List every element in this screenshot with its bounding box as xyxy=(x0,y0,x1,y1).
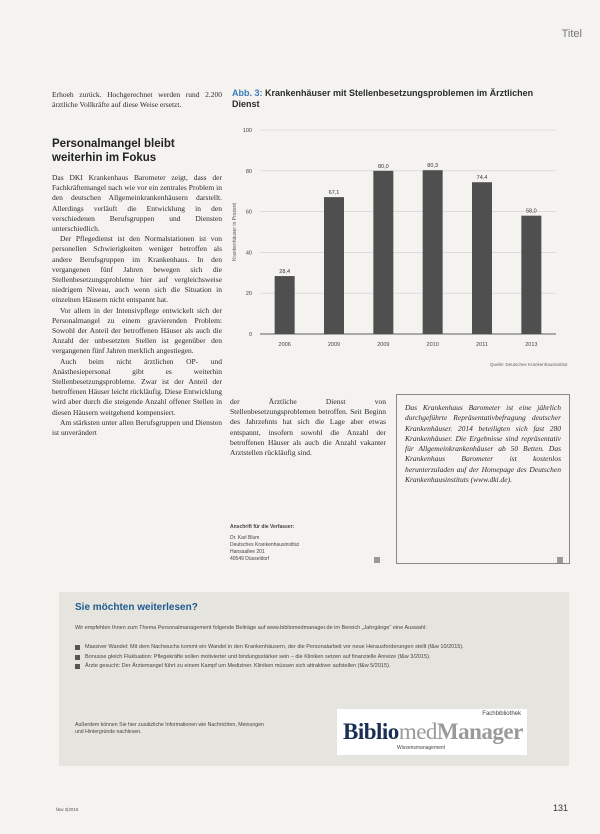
author-heading: Anschrift für die Verfasser: xyxy=(230,524,295,530)
bar-chart xyxy=(226,118,566,358)
figure-label: Abb. 3: xyxy=(232,88,263,98)
author-line: Dr. Karl Blum xyxy=(230,535,260,541)
bar xyxy=(472,182,492,334)
author-line: 40549 Düsseldorf xyxy=(230,556,270,562)
bibliomed-manager-logo xyxy=(337,709,527,755)
author-line: Deutsches Krankenhausinstitut xyxy=(230,542,299,548)
body-paragraph: Der Pflegedienst ist den Normalstationen ist von personellen Schwierigkeiten weniger betroffen als andere Berufsgruppen im Krankenhaus. In den vergangenen fünf Jahren bewegen sich die Stellenbesetzungsprobleme hier auf vergleichsweise niedrigem Niveau, auch wenn sich die Situation in einzelnen Häusern nicht entspannt hat. xyxy=(52,234,222,305)
body-paragraph: Das DKI Krankenhaus Barometer zeigt, dass der Fachkräftemangel nach wie vor ein zentrales Problem in den deutschen Allgemeinkrankenhäusern darstellt. Allerdings verläuft die Entwicklung in den verschiedenen Berufsgruppen und Diensten unterschiedlich. xyxy=(52,173,222,234)
y-tick-label: 0 xyxy=(248,332,252,338)
y-tick-label: 100 xyxy=(242,128,252,134)
lead-paragraph: Erhoeh zurück. Hochgerechnet werden rund 2.200 ärztliche Vollkräfte auf diese Weise ersetzt. xyxy=(52,90,222,109)
end-mark xyxy=(374,557,380,563)
info-box-text: Das Krankenhaus Barometer ist eine jährlich durchgeführte Repräsentativbefragung deutscher Krankenhäuser. 2014 beteiligten sich fast 280 Krankenhäuser. Die Ergebnisse sind repräsentativ für Allgemeinkrankenhäuser ab 50 Betten. Das Krankenhaus Barometer ist kostenlos herunterzuladen auf der Homepage des Deutschen Krankenhausinstituts (www.dki.de). xyxy=(405,403,561,485)
author-line: Hansaallee 201 xyxy=(230,549,265,555)
data-label: 58,0 xyxy=(525,208,537,215)
data-label: 80,3 xyxy=(427,163,439,170)
info-box xyxy=(396,394,570,564)
list-item xyxy=(75,644,555,652)
figure-caption-text: Krankenhäuser mit Stellenbesetzungsproblemen im Ärztlichen Dienst xyxy=(232,88,534,109)
data-label: 28,4 xyxy=(279,269,291,276)
y-tick-label: 40 xyxy=(245,250,252,257)
x-tick-label: 2010 xyxy=(426,342,439,348)
bullet-square-icon xyxy=(75,645,80,650)
list-item-text: Massiver Wandel: Mit dem Nachwuchs kommt ein Wandel in den Krankenhäusern, der die Personalarbeit vor neue Herausforderungen stellt (f&w 10/2015). xyxy=(85,644,464,650)
bar xyxy=(275,276,295,334)
x-tick-label: 2011 xyxy=(476,342,488,348)
end-mark xyxy=(557,557,563,563)
body-paragraph: Am stärksten unter allen Berufsgruppen und Diensten ist unverändert xyxy=(52,417,222,438)
bar xyxy=(324,197,344,334)
list-item xyxy=(75,654,555,662)
data-label: 80,0 xyxy=(377,163,389,170)
bullet-square-icon xyxy=(75,655,80,660)
issue-label: f&w 2|2016 xyxy=(56,807,79,812)
page-number: 131 xyxy=(552,803,568,813)
bar xyxy=(423,170,443,334)
logo-subtitle: Wissensmanagement xyxy=(397,745,446,751)
x-tick-label: 2009 xyxy=(327,342,341,348)
logo-part: Manager xyxy=(436,719,523,744)
read-more-title: Sie möchten weiterlesen? xyxy=(75,602,198,613)
body-paragraph: Auch beim nicht ärztlichen OP- und Anästhesiepersonal gibt es weiterhin Stellenbesetzungsprobleme. Zwar ist der Anteil der betroffenen Häuser leicht rückläufig. Diese Entwicklung wird aber durch die steigende Anzahl offener Stellen in diesen Häusern weitgehend kompensiert. xyxy=(52,356,222,417)
logo-wordmark xyxy=(343,719,523,745)
body-paragraph: Vor allem in der Intensivpflege entwickelt sich der Personalmangel zu einem gravierenden Problem: Sowohl der Anteil der betroffenen Häuser als auch die Anzahl der unbesetzten Stellen ist gegenüber den vergangenen fünf Jahren merklich angestiegen. xyxy=(52,305,222,356)
figure-source: Quelle: Deutsches Krankenhausinstitut xyxy=(490,362,568,367)
x-tick-label: 2006 xyxy=(278,342,291,348)
body-text xyxy=(52,173,222,438)
read-more-list xyxy=(75,644,555,673)
read-more-intro: Wir empfehlen Ihnen zum Thema Personalmanagement folgende Beiträge auf www.bibliomedmanager.de im Bereich „Jahrgänge“ eine Auswahl: xyxy=(75,625,427,631)
x-tick-label: 2013 xyxy=(525,342,538,348)
list-item-text: Ärzte gesucht: Der Ärztemangel führt zu einem Kampf um Mediziner. Kliniken müssen sich attraktiver aufstellen (f&w 5/2015). xyxy=(85,663,391,669)
page-section-title: Titel xyxy=(561,28,582,40)
y-axis-label: Krankenhäuser in Prozent xyxy=(232,203,238,261)
data-label: 74,4 xyxy=(476,175,488,182)
logo-part: med xyxy=(398,719,437,744)
data-label: 67,1 xyxy=(328,190,340,197)
read-more-box xyxy=(59,592,569,766)
figure-caption xyxy=(232,88,552,110)
bar xyxy=(521,216,541,334)
logo-tagline: Fachbibliothek xyxy=(482,711,521,717)
bar xyxy=(373,171,393,334)
section-heading: Personalmangel bleibt weiterhin im Fokus xyxy=(52,138,175,164)
list-item xyxy=(75,663,555,671)
list-item-text: Bonusse gleich Fluktuation: Pflegekräfte sollen motivierter und bindungsstärker sein – die Kliniken setzen auf finanzielle Anreize (f&w 3/2015). xyxy=(85,653,431,660)
author-address xyxy=(230,524,380,563)
bullet-square-icon xyxy=(75,664,80,669)
read-more-footer: Außerdem können Sie hier zusätzliche Informationen wie Nachrichten, Meinungen und Hintergründe nachlesen. xyxy=(75,722,264,736)
y-tick-label: 60 xyxy=(245,209,252,216)
y-tick-label: 80 xyxy=(245,168,252,175)
logo-part: Biblio xyxy=(343,719,399,744)
column-2-text: der Ärztliche Dienst von Stellenbesetzungsproblemen betroffen. Seit Beginn des Jahrzehnts hat sich die Lage aber etwas entspannt, insofern sowohl die Anzahl der betroffenen Häuser als auch die Anzahl vakanter Arztstellen rückläufig sind. xyxy=(230,397,386,458)
y-tick-label: 20 xyxy=(245,291,252,298)
x-tick-label: 2009 xyxy=(377,342,390,348)
